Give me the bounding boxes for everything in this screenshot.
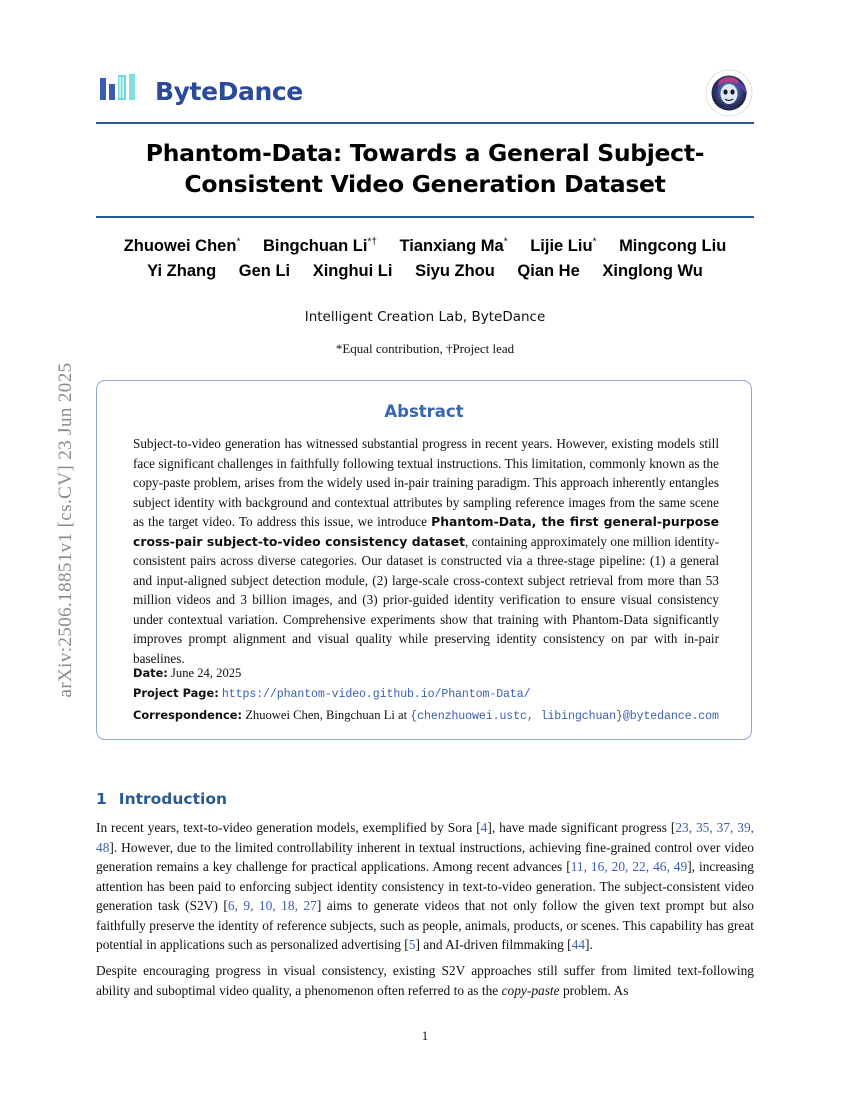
author-name: Yi Zhang	[147, 262, 217, 281]
para-text: ] and AI-driven filmmaking [	[415, 937, 572, 953]
correspondence-label: Correspondence:	[133, 708, 243, 723]
author-name: Gen Li	[238, 262, 291, 281]
author-entry	[239, 262, 290, 280]
para-text: ] aims to generate videos that not only follow the given text prompt but also faithfully preserve the identity of reference subjects, such as people, animals, products, or scenes. This capability has great potential in applications such as personalized advertising [	[96, 898, 754, 953]
para-text: problem. As	[559, 982, 629, 998]
citation-ref[interactable]: 44	[571, 937, 586, 953]
bytedance-wordmark: ByteDance	[155, 77, 303, 106]
citation-ref[interactable]: 11, 16, 20, 22, 46, 49	[570, 859, 688, 875]
author-entry	[415, 262, 495, 280]
author-entry	[602, 262, 703, 280]
author-name: Xinglong Wu	[602, 262, 703, 281]
meta-correspondence-row	[133, 705, 719, 727]
author-name: Mingcong Liu	[619, 237, 727, 255]
header-logo-bar	[96, 68, 754, 120]
correspondence-names: Zhuowei Chen, Bingchuan Li at	[245, 708, 411, 723]
author-row-2	[96, 259, 754, 284]
abstract-bold-phrase: Phantom-Data, the first general-purpose cross-pair subject-to-video consistency dataset	[133, 514, 719, 549]
author-name: Bingchuan Li	[262, 237, 368, 255]
abstract-text	[133, 434, 719, 668]
emphasis-copy-paste: copy-paste	[501, 982, 560, 998]
author-mark: *	[592, 236, 597, 248]
page-title: Phantom-Data: Towards a General Subject-Consistent Video Generation Dataset	[145, 139, 705, 199]
para-text: ], increasing attention has been paid to enforcing subject identity consistency in text-to-video generation. The subject-consistent video generation task (S2V) [	[96, 859, 755, 914]
author-entry	[313, 262, 393, 280]
title-divider-rule	[96, 216, 754, 218]
paper-page	[96, 0, 754, 1100]
author-entry	[147, 262, 216, 280]
intro-paragraph-1	[96, 818, 754, 955]
phantom-face-emblem-icon	[704, 68, 754, 118]
author-row-1	[96, 234, 754, 259]
author-name: Qian He	[517, 262, 580, 281]
author-list	[96, 234, 754, 284]
author-entry	[619, 237, 726, 255]
para-text: Despite encouraging progress in visual consistency, existing S2V approaches still suffer from limited text-following ability and suboptimal video quality, a phenomenon often referred to as the	[96, 963, 754, 998]
author-footnote: *Equal contribution, †Project lead	[335, 341, 515, 356]
bytedance-logo	[100, 74, 303, 109]
intro-paragraph-2	[96, 961, 754, 1000]
page-number: 1	[421, 1028, 429, 1043]
abstract-part-1: Subject-to-video generation has witnessed substantial progress in recent years. However, existing models still face significant challenges in faithfully following textual instructions. This limitation, commonly known as the copy-paste problem, arises from the widely used in-pair training paradigm. This approach inherently entangles subject identity with background and contextual attributes by sampling reference images from the same scene as the target video. To address this issue, we introduce	[133, 436, 719, 530]
citation-ref[interactable]: 4	[480, 820, 488, 835]
section-number: 1	[96, 790, 107, 808]
affiliation: Intelligent Creation Lab, ByteDance	[304, 309, 546, 325]
header-divider-rule	[96, 122, 754, 124]
date-value: June 24, 2025	[171, 666, 242, 680]
author-mark: *†	[367, 236, 377, 248]
author-entry	[399, 237, 507, 255]
author-mark: *	[503, 236, 508, 248]
author-mark: *	[236, 236, 241, 248]
author-entry	[124, 237, 241, 255]
abstract-heading: Abstract	[384, 402, 464, 421]
author-name: Lijie Liu	[530, 237, 593, 255]
author-name: Siyu Zhou	[415, 262, 495, 281]
author-entry	[517, 262, 579, 280]
section-title: Introduction	[118, 790, 228, 808]
arxiv-stamp: arXiv:2506.18851v1 [cs.CV] 23 Jun 2025	[55, 362, 76, 698]
project-page-link[interactable]: https://phantom-video.github.io/Phantom-Data/	[221, 688, 531, 702]
para-text: In recent years, text-to-video generation models, exemplified by Sora [	[96, 820, 481, 835]
meta-date-row	[133, 663, 719, 683]
author-name: Tianxiang Ma	[399, 237, 504, 255]
citation-ref[interactable]: 6, 9, 10, 18, 27	[227, 898, 317, 914]
date-label: Date:	[133, 666, 168, 680]
bytedance-bars-icon	[100, 74, 146, 109]
correspondence-email-link[interactable]: {chenzhuowei.ustc, libingchuan}@bytedance.com	[410, 710, 719, 724]
citation-ref[interactable]: 5	[408, 937, 416, 953]
abstract-part-2: , containing approximately one million identity-consistent pairs across diverse categories. Our dataset is constructed via a three-stage pipeline: (1) a general and input-aligned subject detection module, (2) large-scale cross-context subject retrieval from more than 53 million videos and 3 billion images, and (3) prior-guided identity verification to ensure visual consistency under contextual variation. Comprehensive experiments show that training with Phantom-Data significantly improves prompt alignment and visual quality while preserving identity consistency on par with in-pair baselines.	[133, 533, 719, 666]
author-name: Xinghui Li	[312, 262, 393, 281]
project-page-label: Project Page:	[133, 686, 219, 701]
para-text: ].	[585, 937, 593, 953]
author-name: Zhuowei Chen	[123, 237, 237, 255]
para-text: ]. However, due to the limited controllability inherent in textual instructions, achieving fine-grained control over video generation remains a key challenge for practical applications. Among recent advances [	[96, 839, 754, 875]
meta-project-row	[133, 683, 719, 705]
author-entry	[530, 237, 596, 255]
para-text: ], have made significant progress [	[487, 820, 676, 835]
citation-ref[interactable]: 23, 35, 37, 39, 48	[96, 820, 754, 855]
paper-metadata	[133, 663, 719, 727]
author-entry	[263, 237, 377, 255]
section-heading-introduction	[96, 790, 754, 808]
